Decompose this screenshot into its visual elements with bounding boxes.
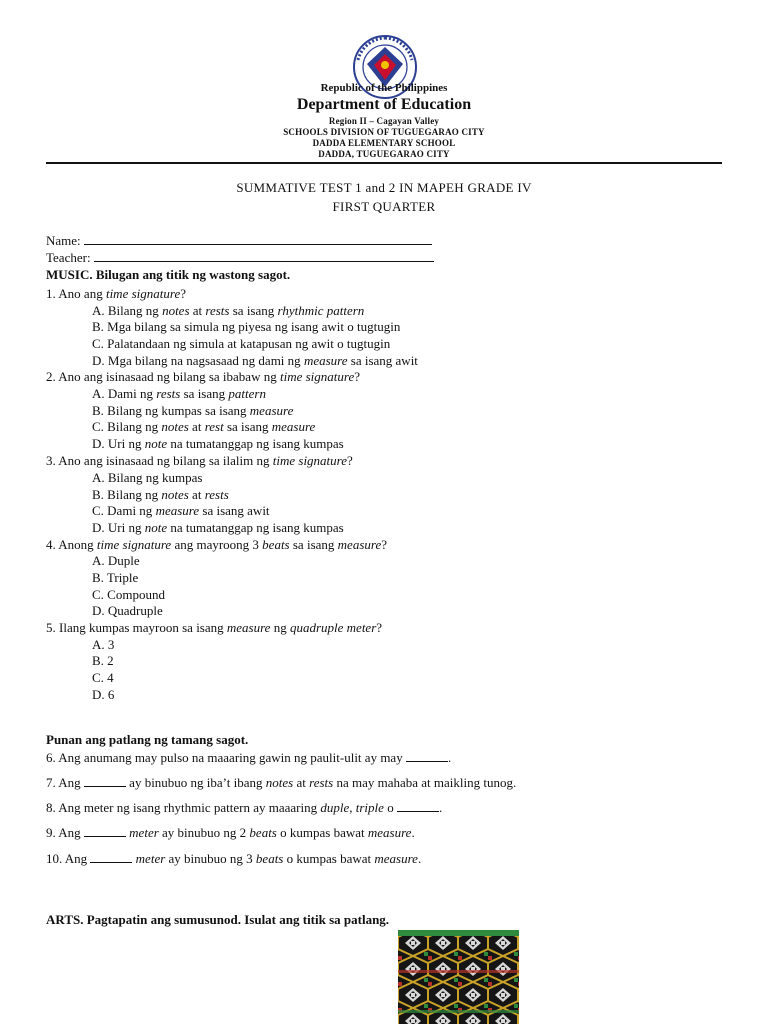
q3-option-d[interactable]: D. Uri ng note na tumatanggap ng isang kumpas (92, 520, 344, 535)
q6-blank[interactable] (406, 750, 448, 762)
q5-option-b[interactable]: B. 2 (92, 653, 114, 668)
teacher-blank[interactable] (94, 250, 434, 262)
question-5: 5. Ilang kumpas mayroon sa isang measure ng quadruple meter? (46, 620, 383, 635)
q3-option-b[interactable]: B. Bilang ng notes at rests (92, 487, 229, 502)
q1-option-b[interactable]: B. Mga bilang sa simula ng piyesa ng isang awit o tugtugin (92, 319, 401, 334)
teacher-label: Teacher: (46, 250, 91, 265)
question-4: 4. Anong time signature ang mayroong 3 beats sa isang measure? (46, 537, 388, 552)
q1-option-d[interactable]: D. Mga bilang na nagsasaad ng dami ng measure sa isang awit (92, 353, 418, 368)
textile-pattern-image (398, 930, 519, 1024)
question-9: 9. Ang meter ay binubuo ng 2 beats o kumpas bawat measure. (46, 825, 415, 840)
q1-option-c[interactable]: C. Palatandaan ng simula at katapusan ng awit o tugtugin (92, 336, 391, 351)
question-2: 2. Ano ang isinasaad ng bilang sa ibabaw ng time signature? (46, 369, 361, 384)
fill-heading: Punan ang patlang ng tamang sagot. (46, 732, 249, 747)
header-school: DADDA ELEMENTARY SCHOOL (312, 138, 456, 148)
header-department: Department of Education (296, 96, 472, 113)
question-6: 6. Ang anumang may pulso na maaaring gawin ng paulit-ulit ay may . (46, 750, 452, 765)
q1-option-a[interactable]: A. Bilang ng notes at rests sa isang rhythmic pattern (92, 303, 365, 318)
q4-option-c[interactable]: C. Compound (92, 587, 165, 602)
question-7: 7. Ang ay binubuo ng iba’t ibang notes at rests na may mahaba at maikling tunog. (46, 775, 517, 790)
name-label: Name: (46, 233, 81, 248)
q9-blank[interactable] (84, 825, 126, 837)
header-division: SCHOOLS DIVISION OF TUGUEGARAO CITY (283, 127, 485, 137)
test-title: SUMMATIVE TEST 1 and 2 IN MAPEH GRADE IV (236, 180, 532, 195)
q10-blank[interactable] (90, 851, 132, 863)
question-8: 8. Ang meter ng isang rhythmic pattern ay maaaring duple, triple o . (46, 800, 443, 815)
header-address: DADDA, TUGUEGARAO CITY (318, 149, 450, 159)
question-10: 10. Ang meter ay binubuo ng 3 beats o kumpas bawat measure. (46, 851, 422, 866)
question-3: 3. Ano ang isinasaad ng bilang sa ilalim ng time signature? (46, 453, 353, 468)
q4-option-b[interactable]: B. Triple (92, 570, 139, 585)
header-republic: Republic of the Philippines (320, 82, 448, 94)
q2-option-b[interactable]: B. Bilang ng kumpas sa isang measure (92, 403, 294, 418)
q5-option-a[interactable]: A. 3 (92, 637, 115, 652)
header-region: Region II – Cagayan Valley (328, 116, 440, 126)
q2-option-c[interactable]: C. Bilang ng notes at rest sa isang measure (92, 419, 316, 434)
teacher-field[interactable] (46, 250, 434, 266)
q8-blank[interactable] (397, 800, 439, 812)
q4-option-d[interactable]: D. Quadruple (92, 603, 163, 618)
header-divider (46, 162, 722, 164)
arts-heading: ARTS. Pagtapatin ang sumusunod. Isulat ang titik sa patlang. (46, 912, 390, 927)
name-blank[interactable] (84, 233, 432, 245)
q4-option-a[interactable]: A. Duple (92, 553, 140, 568)
music-heading: MUSIC. Bilugan ang titik ng wastong sagot. (46, 267, 291, 282)
question-1: 1. Ano ang time signature? (46, 286, 186, 301)
q7-blank[interactable] (84, 775, 126, 787)
test-quarter: FIRST QUARTER (332, 199, 436, 214)
q3-option-a[interactable]: A. Bilang ng kumpas (92, 470, 203, 485)
q5-option-d[interactable]: D. 6 (92, 687, 115, 702)
q3-option-c[interactable]: C. Dami ng measure sa isang awit (92, 503, 270, 518)
q5-option-c[interactable]: C. 4 (92, 670, 114, 685)
q2-option-d[interactable]: D. Uri ng note na tumatanggap ng isang kumpas (92, 436, 344, 451)
q2-option-a[interactable]: A. Dami ng rests sa isang pattern (92, 386, 266, 401)
name-field[interactable] (46, 233, 432, 249)
